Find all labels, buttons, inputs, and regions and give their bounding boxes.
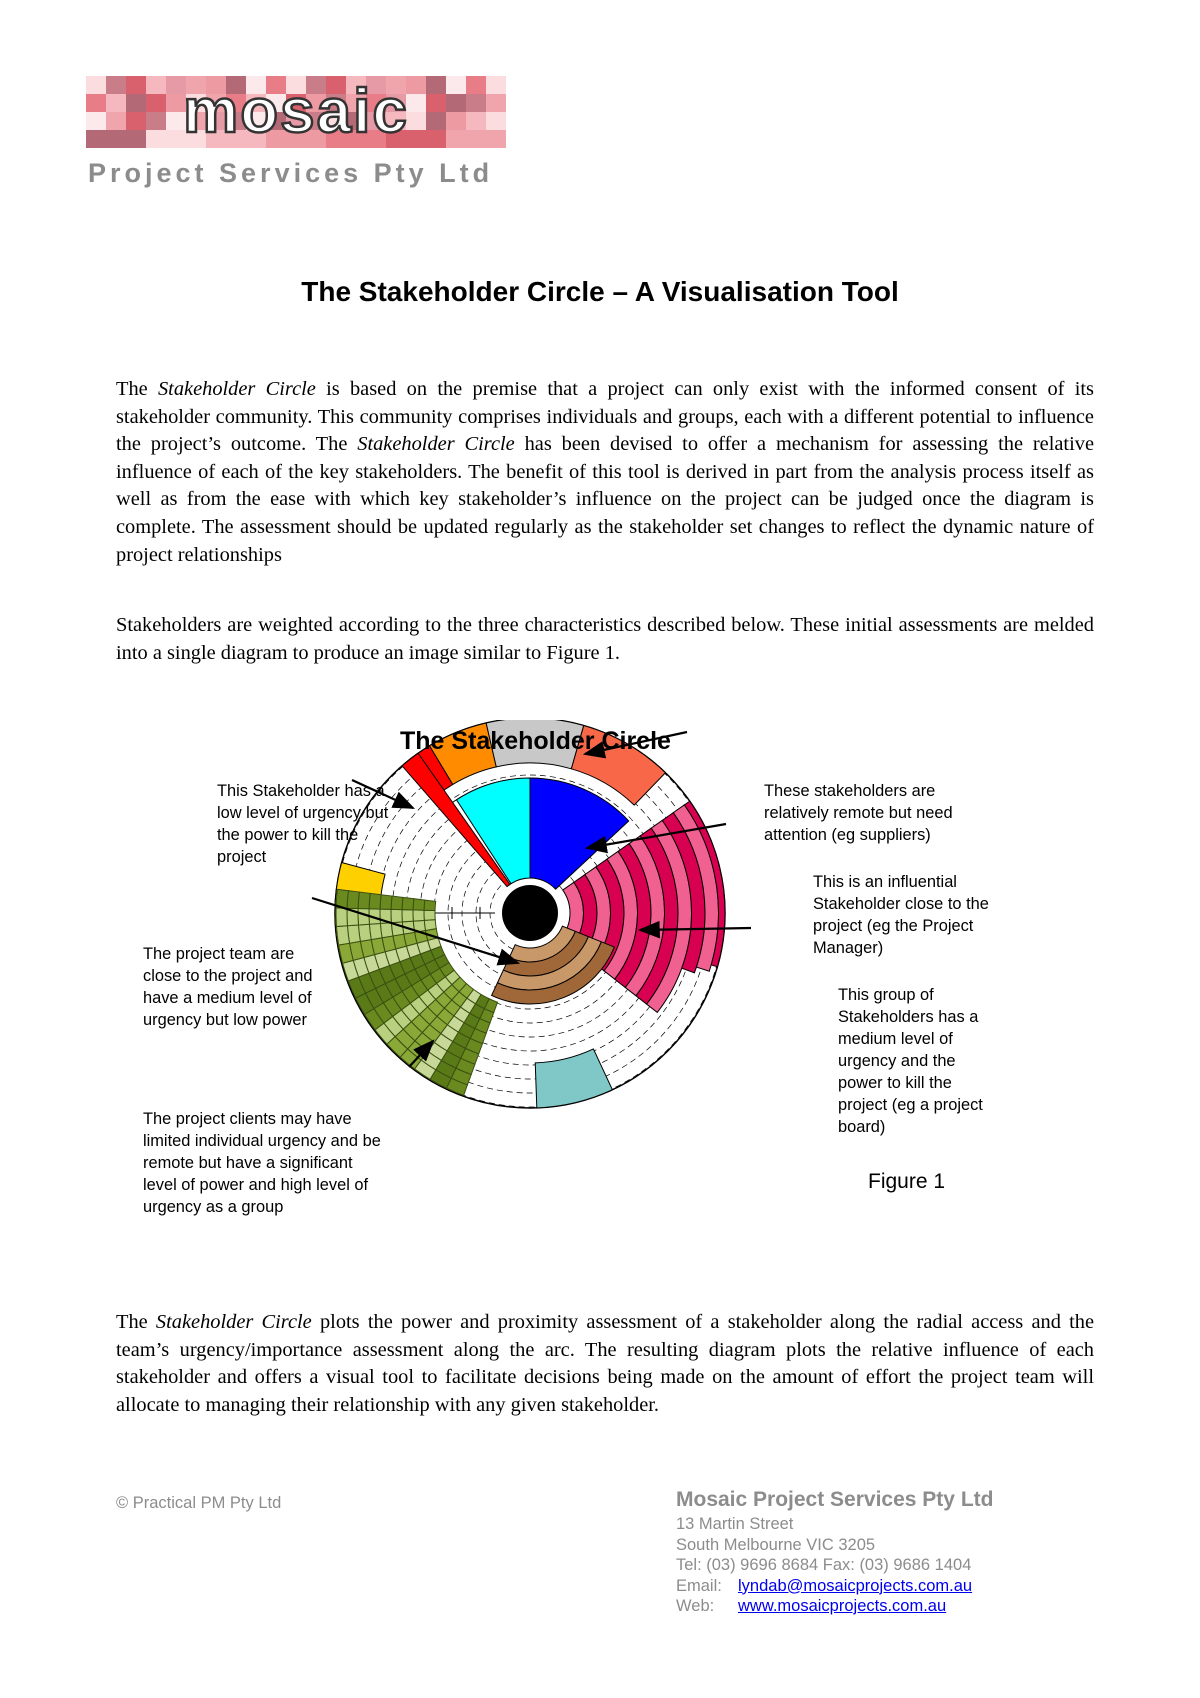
logo-tile: [406, 130, 426, 148]
annotation-line: Stakeholders has a: [838, 1008, 979, 1026]
annotation-project-team: [143, 943, 312, 1031]
copyright: © Practical PM Pty Ltd: [116, 1494, 282, 1512]
logo-tile: [106, 76, 126, 94]
annotation-line: urgency but low power: [143, 1011, 307, 1029]
logo-tile: [106, 112, 126, 130]
annotation-line: medium level of: [838, 1030, 953, 1048]
logo-tile: [486, 94, 506, 112]
segment-client-cell: [358, 908, 369, 925]
segment-client-cell: [413, 899, 425, 910]
logo-tile: [426, 76, 446, 94]
segment-client-cell: [391, 909, 402, 922]
annotation-line: This group of: [838, 986, 934, 1004]
logo-tile: [486, 76, 506, 94]
logo-tile: [106, 130, 126, 148]
logo-tile: [86, 76, 106, 94]
phone-fax: Tel: (03) 9696 8684 Fax: (03) 9686 1404: [676, 1556, 972, 1574]
contact-block: [676, 1486, 993, 1617]
annotation-line: limited individual urgency and be: [143, 1132, 381, 1150]
logo-text: mosaic: [183, 77, 409, 146]
annotation-line: level of power and high level of: [143, 1176, 369, 1194]
logo-tile: [466, 94, 486, 112]
email-row: [676, 1576, 993, 1597]
segment-client-cell: [402, 910, 413, 922]
logo-tile: [126, 112, 146, 130]
logo-tile: [446, 130, 466, 148]
logo-tile: [446, 112, 466, 130]
project-core: [502, 885, 558, 941]
web-link[interactable]: www.mosaicprojects.com.au: [738, 1597, 947, 1615]
text-segment: plots the power and proximity assessment of a stakeholder along the radial access and the team’s urgency/importance assessment along the arc. The resulting diagram plots the relative influence of each stakeholder and offers a visual tool to facilitate decisions being made on the amount of effort the project team will allocate to managing their relationship with any given stakeholder.: [116, 1311, 1095, 1416]
annotation-line: This Stakeholder has a: [217, 782, 385, 800]
intro-paragraph-2: Stakeholders are weighted according to the three characteristics described below. These initial assessments are melded into a single diagram to produce an image similar to Figure 1.: [116, 614, 1094, 664]
annotation-line: relatively remote but need: [764, 804, 953, 822]
annotation-line: close to the project and: [143, 967, 313, 985]
intro-paragraph-1: [116, 376, 1094, 569]
body-paragraph: [116, 1309, 1094, 1419]
segment-client-cell: [336, 926, 349, 945]
logo-tile: [466, 112, 486, 130]
segment-client-cell: [391, 896, 403, 910]
logo-tile: [86, 94, 106, 112]
web-row: [676, 1596, 993, 1617]
text-segment: The: [116, 378, 158, 400]
italic-term: Stakeholder Circle: [157, 378, 316, 400]
italic-term: Stakeholder Circle: [155, 1311, 312, 1333]
annotation-line: The project team are: [143, 945, 295, 963]
logo-tile: [146, 94, 166, 112]
annotation-line: have a medium level of: [143, 989, 312, 1007]
email-link[interactable]: lyndab@mosaicprojects.com.au: [738, 1576, 973, 1595]
annotation-influential: [813, 871, 989, 959]
logo-tile: [146, 76, 166, 94]
annotation-line: low level of urgency but: [217, 804, 389, 822]
logo-tile: [126, 76, 146, 94]
logo-tile: [446, 76, 466, 94]
annotation-line: urgency as a group: [143, 1198, 284, 1216]
logo-tile: [446, 94, 466, 112]
logo-tile: [426, 112, 446, 130]
logo-tile: [126, 94, 146, 112]
text-segment: is based on the premise that a project can only exist with the informed consent of its stakeholder community. This community comprises individuals and groups, each with a different potential to influence the project’s outcome. The: [116, 378, 1094, 456]
logo-tile: [466, 130, 486, 148]
annotation-line: attention (eg suppliers): [764, 826, 931, 844]
annotation-remote: [764, 780, 953, 846]
logo-tile: [486, 112, 506, 130]
italic-term: Stakeholder Circle: [357, 433, 515, 456]
logo-tile: [86, 112, 106, 130]
annotation-line: urgency and the: [838, 1052, 956, 1070]
segment-client-cell: [369, 893, 381, 909]
annotation-line: The project clients may have: [143, 1110, 352, 1128]
page-title: The Stakeholder Circle – A Visualisation Tool: [301, 276, 899, 307]
logo-tile: [466, 76, 486, 94]
suburb-address: South Melbourne VIC 3205: [676, 1535, 876, 1554]
annotation-line: board): [838, 1118, 886, 1136]
logo-tile: [146, 130, 166, 148]
annotation-low-urgency: [217, 780, 388, 868]
annotation-clients: [143, 1108, 381, 1218]
logo-tile: [426, 130, 446, 148]
web-label: Web:: [676, 1597, 715, 1615]
text-segment: has been devised to offer a mechanism for assessing the relative influence of each of the key stakeholders. The benefit of this tool is derived in part from the analysis process itself as well as from the ease with which key stakeholder’s influence on the project can be judged once the diagram is complete. The assessment should be updated regularly as the stakeholder set changes to reflect the dynamic nature of project relationships: [116, 433, 1095, 566]
annotation-line: This is an influential: [813, 873, 957, 891]
mosaic-logo: [86, 76, 506, 148]
logo-tile: [406, 94, 426, 112]
annotation-line: remote but have a significant: [143, 1154, 353, 1172]
logo-tile: [146, 112, 166, 130]
logo-tile: [406, 112, 426, 130]
annotation-line: power to kill the: [838, 1074, 952, 1092]
segment-client-cell: [424, 920, 436, 931]
annotation-board: [838, 984, 983, 1138]
segment-client-cell: [424, 910, 435, 920]
figure-label: Figure 1: [868, 1170, 946, 1193]
company-tagline: Project Services Pty Ltd: [88, 158, 494, 188]
annotation-line: Manager): [813, 939, 884, 957]
text-segment: The: [116, 1311, 156, 1333]
logo-tile: [406, 76, 426, 94]
segment-client-cell: [347, 891, 359, 909]
figure-title: The Stakeholder Circle: [400, 727, 671, 755]
segment-client-cell: [380, 923, 393, 938]
logo-tile: [426, 94, 446, 112]
segment-client-cell: [336, 908, 347, 927]
annotation-line: Stakeholder close to the: [813, 895, 989, 913]
logo-tile: [86, 130, 106, 148]
company-name: Mosaic Project Services Pty Ltd: [676, 1488, 994, 1511]
street-address: 13 Martin Street: [676, 1515, 794, 1533]
segment-client-cell: [413, 910, 424, 921]
logo-tile: [126, 130, 146, 148]
logo-tile: [486, 130, 506, 148]
annotation-line: These stakeholders are: [764, 782, 936, 800]
logo-tile: [106, 94, 126, 112]
annotation-line: the power to kill the: [217, 826, 359, 844]
annotation-line: project (eg the Project: [813, 917, 974, 935]
annotation-line: project: [217, 848, 267, 866]
email-label: Email:: [676, 1576, 722, 1595]
segment-client-cell: [424, 900, 436, 910]
segment-client-cell: [358, 892, 370, 909]
segment-client-cell: [402, 897, 414, 910]
annotation-line: project (eg a project: [838, 1096, 983, 1114]
segment-client-cell: [380, 895, 392, 910]
